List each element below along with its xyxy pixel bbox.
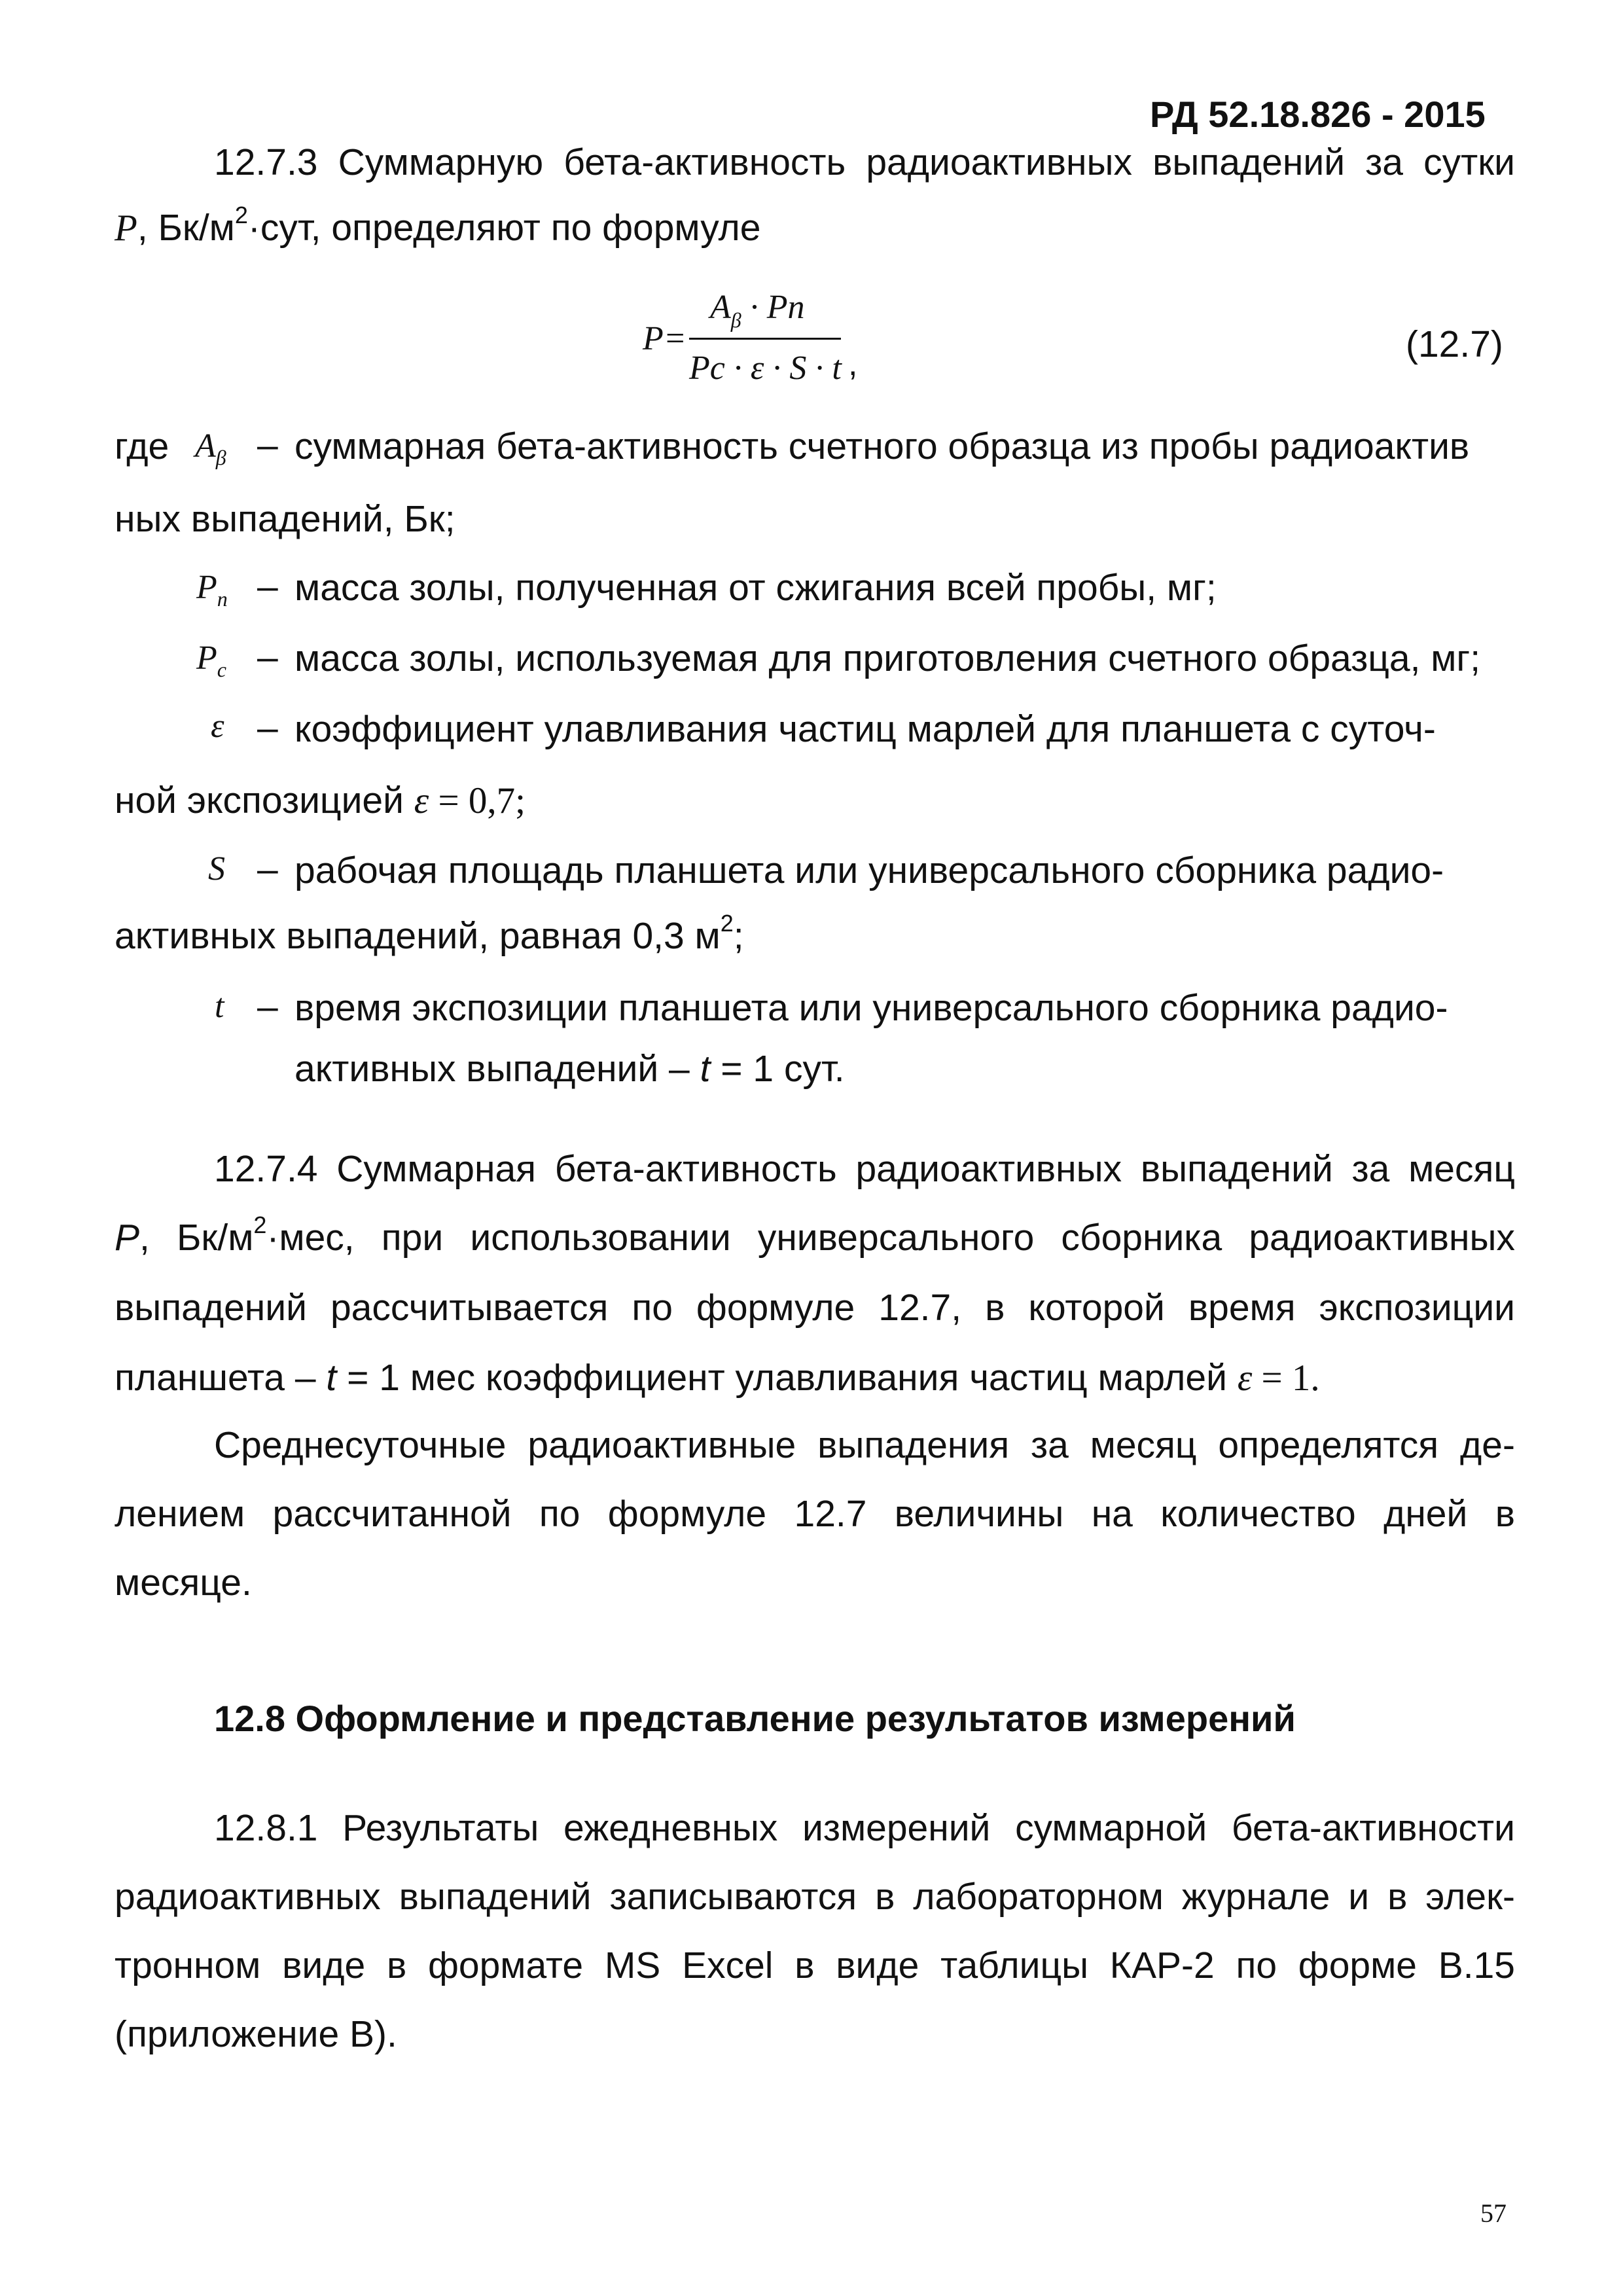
paragraph-12-8-1-line3: тронном виде в формате MS Excel в виде таблицы КАР-2 по форме В.15: [115, 1945, 1515, 1986]
page-number: 57: [1480, 2198, 1507, 2228]
var-t: t: [326, 1357, 337, 1399]
a-var: A: [195, 427, 216, 465]
formula-number: (12.7): [1406, 323, 1503, 365]
def-a-text-cont: ных выпадений, Бк;: [115, 498, 455, 540]
formula-lhs: P=: [643, 320, 687, 357]
dash: –: [257, 707, 278, 749]
dash: –: [257, 636, 278, 678]
var-t: t: [215, 988, 224, 1025]
var-s: S: [208, 850, 225, 888]
def-pc-text: масса золы, используемая для приготовления счетного образца, мг;: [294, 637, 1481, 679]
l4-c: = 1.: [1252, 1357, 1320, 1399]
def-t-text-cont: [294, 1050, 845, 1088]
t-text2b: = 1 сут.: [710, 1048, 845, 1090]
paragraph-12-7-4-line2: [115, 1211, 1515, 1259]
s-end: ;: [733, 915, 744, 957]
def-pn-text: масса золы, полученная от сжигания всей пробы, мг;: [294, 567, 1217, 609]
eps-value: = 0,7;: [429, 780, 526, 821]
s-text2: активных выпадений, равная 0,3 м: [115, 915, 721, 957]
pn-var: P: [196, 569, 217, 606]
formula-denominator: Pc · ε · S · t: [689, 350, 842, 387]
def-s-text: рабочая площадь планшета или универсального сборника радио-: [294, 850, 1444, 891]
l2-a: , Бк/м: [139, 1217, 254, 1259]
paragraph-average-line2: лением рассчитанной по формуле 12.7 величины на количество дней в: [115, 1493, 1515, 1535]
unit-text-rest: ·сут, определяют по формуле: [247, 207, 761, 249]
paragraph-average-line1: Среднесуточные радиоактивные выпадения за месяц определятся де-: [214, 1424, 1515, 1466]
paragraph-12-7-3-line2: [115, 202, 761, 249]
var-pn: [196, 568, 228, 611]
var-epsilon: ε: [1237, 1357, 1253, 1399]
paragraph-12-8-1-line1: 12.8.1 Результаты ежедневных измерений суммарной бета-активности: [214, 1807, 1515, 1849]
l4-b: = 1 мес коэффициент улавливания частиц марлей: [336, 1357, 1238, 1399]
dash: –: [257, 565, 278, 607]
a-sub: β: [215, 446, 226, 469]
var-epsilon: ε: [211, 708, 224, 745]
paragraph-12-7-4-line1: 12.7.4 Суммарная бета-активность радиоактивных выпадений за месяц: [214, 1148, 1515, 1190]
document-code: РД 52.18.826 - 2015: [1150, 94, 1486, 135]
def-a-text: суммарная бета-активность счетного образца из пробы радиоактив: [294, 425, 1470, 467]
numerator-rest: · Pn: [741, 289, 805, 326]
t-text2a: активных выпадений –: [294, 1048, 700, 1090]
paragraph-12-8-1-line2: радиоактивных выпадений записываются в лабораторном журнале и в элек-: [115, 1876, 1515, 1918]
numerator-sub: β: [730, 308, 741, 332]
eps-text2: ной экспозицией: [115, 780, 404, 821]
paragraph-12-8-1-line4: (приложение В).: [115, 2013, 397, 2055]
dash: –: [257, 986, 278, 1028]
paragraph-12-7-4-line3: выпадений рассчитывается по формуле 12.7, в которой время экспозиции: [115, 1287, 1515, 1329]
superscript: 2: [253, 1211, 267, 1238]
t-text2-var: t: [700, 1048, 711, 1090]
def-eps-text-cont: [115, 782, 526, 819]
unit-text: , Бк/м: [137, 207, 235, 249]
pn-sub: n: [217, 587, 228, 611]
formula-numerator: [710, 288, 805, 332]
var-p: P: [115, 1217, 140, 1259]
def-s-text-cont: [115, 910, 744, 957]
numerator-var: A: [710, 289, 731, 326]
section-heading-12-8: 12.8 Оформление и представление результатов измерений: [214, 1698, 1296, 1739]
def-eps-text: коэффициент улавливания частиц марлей для планшета с суточ-: [294, 708, 1436, 750]
l4-a: планшета –: [115, 1357, 327, 1399]
paragraph-12-7-3-line1: 12.7.3 Суммарную бета-активность радиоактивных выпадений за сутки: [214, 141, 1515, 183]
def-t-text: время экспозиции планшета или универсального сборника радио-: [294, 987, 1448, 1029]
eps-value-var: ε: [414, 780, 429, 821]
var-a-beta: [195, 427, 226, 469]
l2-b: ·мес, при использовании универсального сборника радиоактивных: [266, 1217, 1515, 1259]
paragraph-12-7-4-line4: [115, 1359, 1320, 1397]
dash: –: [257, 424, 278, 466]
fraction-bar: [689, 338, 841, 340]
superscript: 2: [720, 910, 734, 937]
dash: –: [257, 848, 278, 890]
var-pc: [196, 639, 226, 681]
pc-var: P: [196, 639, 217, 677]
superscript: 2: [234, 202, 248, 228]
pc-sub: c: [217, 658, 226, 681]
paragraph-average-line3: месяце.: [115, 1562, 252, 1604]
where-label: где: [115, 425, 169, 467]
formula-trail: ,: [848, 345, 858, 383]
var-p: P: [115, 207, 137, 249]
